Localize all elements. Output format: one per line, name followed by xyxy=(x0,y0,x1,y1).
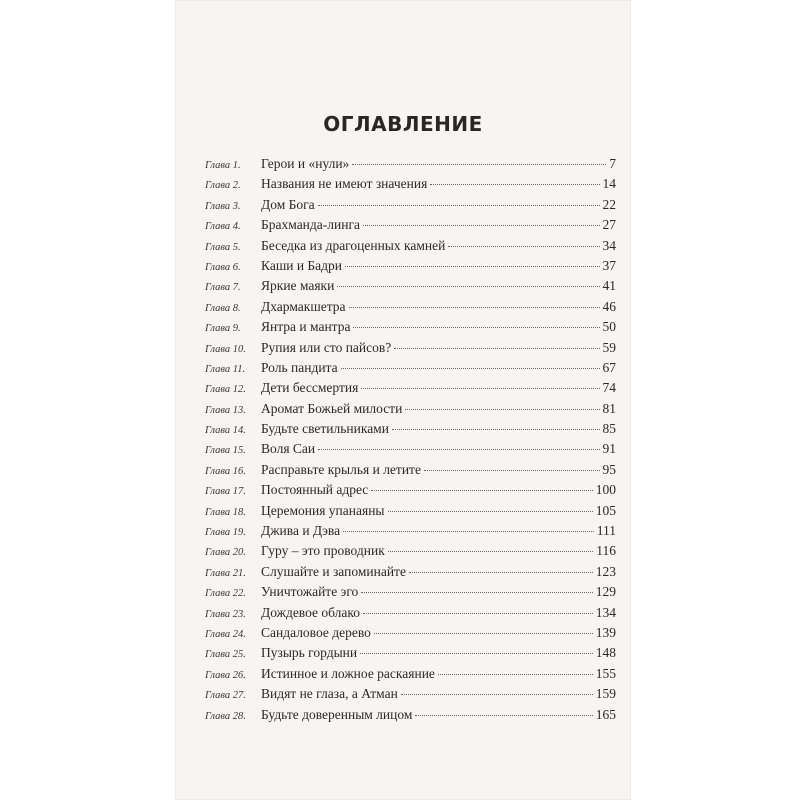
toc-entry xyxy=(205,156,616,176)
page-number: 7 xyxy=(609,156,616,171)
page-number: 148 xyxy=(595,645,616,661)
chapter-title: Церемония упанаяны xyxy=(261,502,385,518)
page-number: 95 xyxy=(602,461,616,477)
dot-leader xyxy=(360,653,593,654)
chapter-label: Глава 8. xyxy=(205,302,241,314)
toc-entry xyxy=(205,421,616,441)
chapter-title: Беседка из драгоценных камней xyxy=(261,237,446,253)
page-number: 74 xyxy=(602,380,616,396)
chapter-label: Глава 24. xyxy=(205,628,246,640)
toc-entry xyxy=(205,462,616,482)
chapter-label: Глава 28. xyxy=(205,710,246,722)
chapter-title: Будьте светильниками xyxy=(261,421,389,437)
chapter-label: Глава 7. xyxy=(205,282,241,294)
toc-entry xyxy=(205,441,616,461)
chapter-label: Глава 20. xyxy=(205,547,246,559)
chapter-label: Глава 26. xyxy=(205,669,246,681)
toc-entry xyxy=(205,482,616,502)
dot-leader xyxy=(318,205,600,206)
chapter-label: Глава 10. xyxy=(205,343,246,355)
dot-leader xyxy=(318,449,599,450)
page-number: 105 xyxy=(595,502,616,518)
dot-leader xyxy=(415,715,592,716)
chapter-label: Глава 1. xyxy=(205,160,241,171)
dot-leader xyxy=(448,246,599,247)
dot-leader xyxy=(363,613,593,614)
dot-leader xyxy=(341,368,600,369)
toc-entry xyxy=(205,278,616,298)
dot-leader xyxy=(374,633,593,634)
chapter-title: Джива и Дэва xyxy=(261,523,341,539)
page-number: 134 xyxy=(595,604,616,620)
toc-entry xyxy=(205,645,616,665)
chapter-title: Дом Бога xyxy=(261,196,315,212)
page-number: 37 xyxy=(602,257,616,273)
page-number: 111 xyxy=(596,523,616,539)
page-number: 85 xyxy=(602,421,616,437)
chapter-label: Глава 15. xyxy=(205,445,246,457)
chapter-title: Расправьте крылья и летите xyxy=(261,461,421,477)
toc-entry xyxy=(205,625,616,645)
toc-entry xyxy=(205,401,616,421)
page-number: 165 xyxy=(595,706,616,722)
page-number: 67 xyxy=(602,359,616,375)
toc-entry xyxy=(205,666,616,686)
toc-entry xyxy=(205,217,616,237)
chapter-title: Аромат Божьей милости xyxy=(261,400,403,416)
chapter-title: Рупия или сто пайсов? xyxy=(261,339,392,355)
chapter-label: Глава 17. xyxy=(205,486,246,498)
dot-leader xyxy=(361,388,599,389)
dot-leader xyxy=(401,694,593,695)
chapter-label: Глава 23. xyxy=(205,608,246,620)
chapter-title: Истинное и ложное раскаяние xyxy=(261,665,435,681)
dot-leader xyxy=(337,286,599,287)
chapter-title: Воля Саи xyxy=(261,441,316,457)
chapter-title: Пузырь гордыни xyxy=(261,645,358,661)
chapter-title: Герои и «нули» xyxy=(261,156,350,171)
dot-leader xyxy=(349,307,600,308)
toc-entry xyxy=(205,686,616,706)
chapter-title: Дхармакшетра xyxy=(261,298,346,314)
page-number: 22 xyxy=(602,196,616,212)
chapter-title: Видят не глаза, а Атман xyxy=(261,686,398,702)
chapter-label: Глава 3. xyxy=(205,200,241,212)
dot-leader xyxy=(345,266,600,267)
page-number: 41 xyxy=(602,278,616,294)
chapter-title: Будьте доверенным лицом xyxy=(261,706,413,722)
chapter-title: Слушайте и запоминайте xyxy=(261,563,406,579)
chapter-label: Глава 5. xyxy=(205,241,241,253)
chapter-label: Глава 19. xyxy=(205,527,246,539)
chapter-label: Глава 14. xyxy=(205,425,246,437)
toc-entry xyxy=(205,707,616,727)
chapter-label: Глава 21. xyxy=(205,567,246,579)
dot-leader xyxy=(405,409,599,410)
dot-leader xyxy=(388,551,594,552)
chapter-label: Глава 6. xyxy=(205,261,241,273)
toc-entry xyxy=(205,176,616,196)
dot-leader xyxy=(363,225,600,226)
chapter-title: Яркие маяки xyxy=(261,278,335,294)
chapter-label: Глава 13. xyxy=(205,404,246,416)
chapter-label: Глава 16. xyxy=(205,465,246,477)
page-number: 100 xyxy=(595,482,616,498)
chapter-label: Глава 9. xyxy=(205,323,241,335)
toc-entry xyxy=(205,299,616,319)
chapter-title: Названия не имеют значения xyxy=(261,176,428,192)
toc-entry xyxy=(205,564,616,584)
chapter-title: Роль пандита xyxy=(261,359,338,375)
dot-leader xyxy=(361,592,592,593)
chapter-title: Каши и Бадри xyxy=(261,257,342,273)
book-page xyxy=(175,0,631,800)
chapter-label: Глава 18. xyxy=(205,506,246,518)
toc-entry xyxy=(205,380,616,400)
table-of-contents xyxy=(205,156,616,727)
page-title: ОГЛАВЛЕНИЕ xyxy=(323,112,483,136)
toc-entry xyxy=(205,543,616,563)
page-number: 123 xyxy=(595,563,616,579)
chapter-label: Глава 2. xyxy=(205,180,241,192)
toc-entry xyxy=(205,503,616,523)
dot-leader xyxy=(353,327,599,328)
chapter-label: Глава 25. xyxy=(205,649,246,661)
toc-entry xyxy=(205,197,616,217)
page-number: 50 xyxy=(602,319,616,335)
dot-leader xyxy=(371,490,592,491)
dot-leader xyxy=(394,348,599,349)
chapter-title: Брахманда-линга xyxy=(261,217,360,233)
chapter-title: Постоянный адрес xyxy=(261,482,369,498)
chapter-label: Глава 22. xyxy=(205,588,246,600)
page-number: 46 xyxy=(602,298,616,314)
dot-leader xyxy=(438,674,593,675)
chapter-title: Дождевое облако xyxy=(261,604,361,620)
toc-entry xyxy=(205,523,616,543)
toc-entry xyxy=(205,258,616,278)
page-number: 59 xyxy=(602,339,616,355)
chapter-title: Дети бессмертия xyxy=(261,380,359,396)
dot-leader xyxy=(352,164,606,165)
chapter-title: Янтра и мантра xyxy=(261,319,351,335)
page-number: 14 xyxy=(602,176,616,192)
dot-leader xyxy=(409,572,593,573)
chapter-title: Сандаловое дерево xyxy=(261,624,371,640)
toc-entry xyxy=(205,360,616,380)
toc-entry xyxy=(205,238,616,258)
page-number: 91 xyxy=(602,441,616,457)
chapter-label: Глава 12. xyxy=(205,384,246,396)
page-number: 139 xyxy=(595,624,616,640)
page-number: 155 xyxy=(595,665,616,681)
page-number: 159 xyxy=(595,686,616,702)
page-number: 81 xyxy=(602,400,616,416)
dot-leader xyxy=(343,531,594,532)
dot-leader xyxy=(424,470,600,471)
toc-entry xyxy=(205,319,616,339)
toc-entry xyxy=(205,584,616,604)
chapter-label: Глава 11. xyxy=(205,363,246,375)
toc-entry xyxy=(205,340,616,360)
page-number: 34 xyxy=(602,237,616,253)
dot-leader xyxy=(430,184,599,185)
page-number: 129 xyxy=(595,584,616,600)
chapter-title: Гуру – это проводник xyxy=(261,543,385,559)
chapter-label: Глава 4. xyxy=(205,221,241,233)
toc-entry xyxy=(205,605,616,625)
dot-leader xyxy=(388,511,593,512)
dot-leader xyxy=(392,429,600,430)
chapter-title: Уничтожайте эго xyxy=(261,584,359,600)
page-number: 116 xyxy=(596,543,616,559)
page-number: 27 xyxy=(602,217,616,233)
chapter-label: Глава 27. xyxy=(205,690,246,702)
